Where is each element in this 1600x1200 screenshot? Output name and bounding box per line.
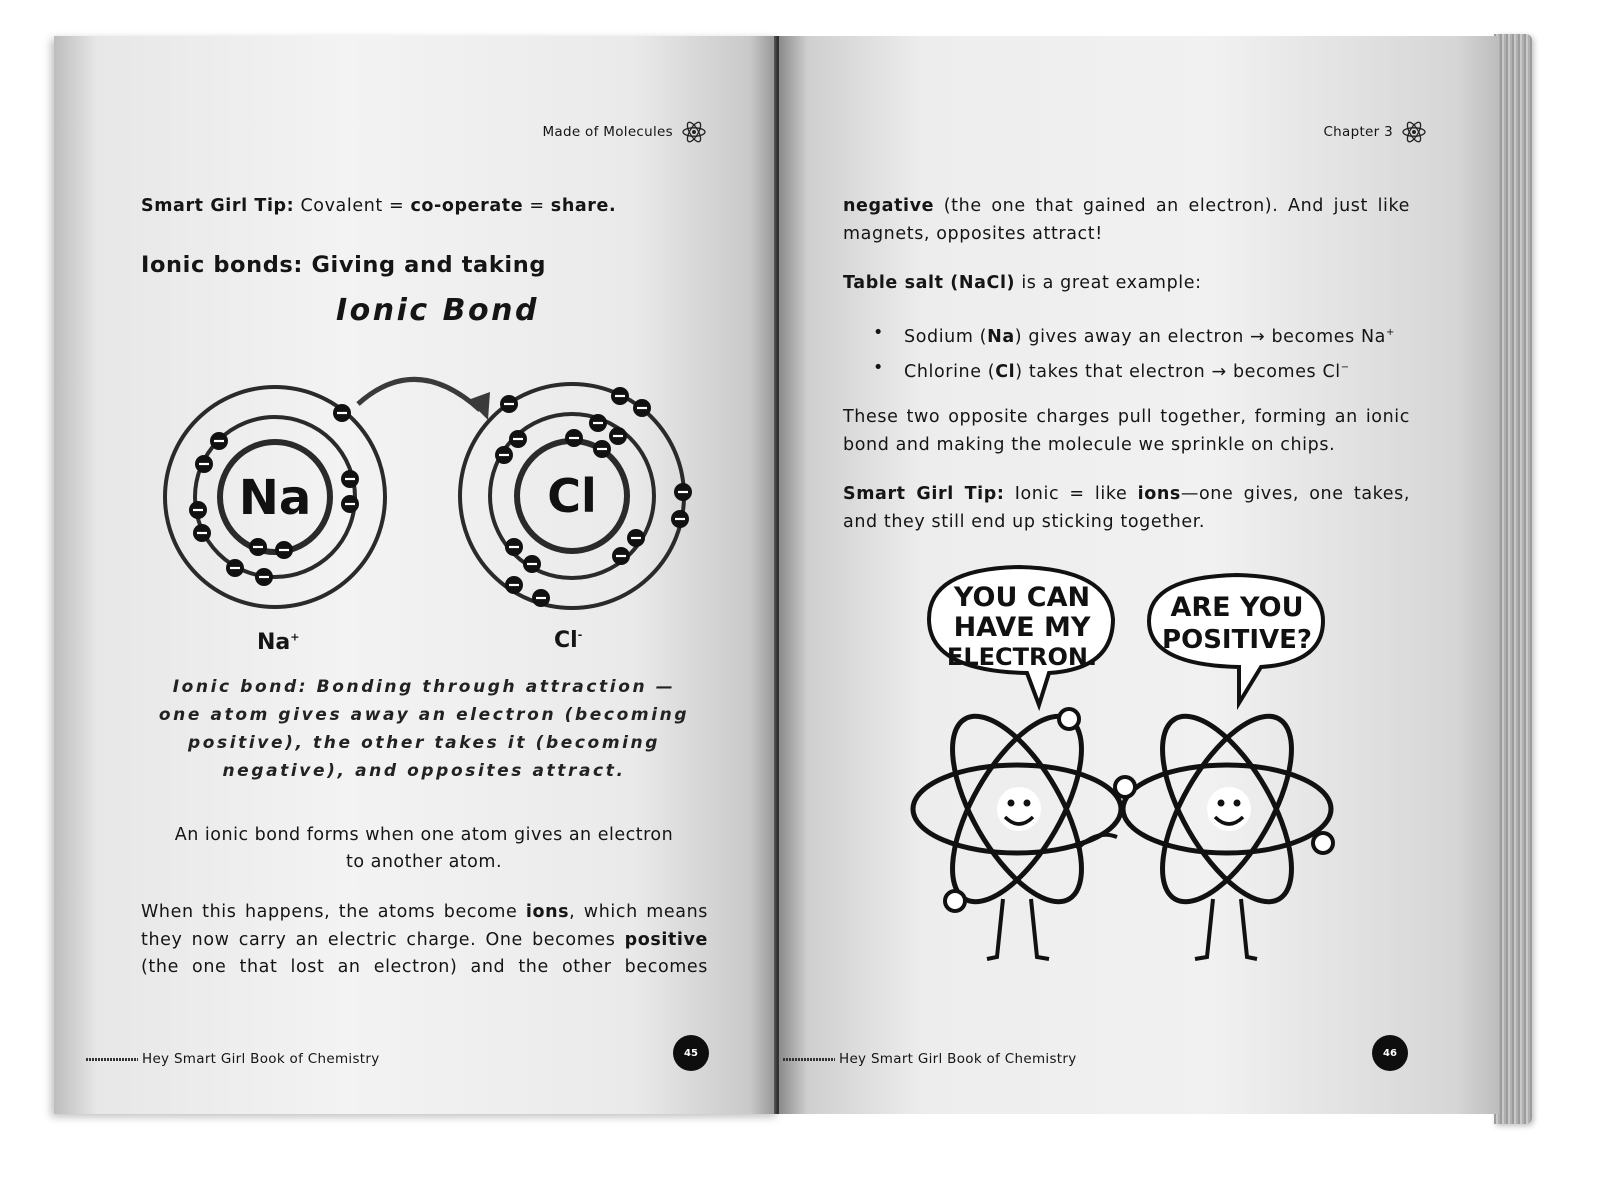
ion-charge: + [290,630,300,644]
continued-paragraph [843,193,1410,248]
bullet-dot: • [873,323,884,343]
bold-term: negative [843,196,935,216]
section-title: Ionic bonds: Giving and taking [141,252,547,278]
text-run: When this happens, the atoms become [141,902,526,922]
bubble-left-line-1: YOU CAN [953,582,1091,613]
bold-term: ions [525,902,570,922]
tip-bold: share. [550,196,617,216]
charge-sup: − [1340,362,1350,373]
bubble-right-line-1: ARE YOU [1170,592,1304,623]
bubble-left-line-3: ELECTRON. [946,643,1098,671]
running-footer [86,1051,380,1067]
bullet-list [873,320,1395,390]
footer-rule [86,1058,138,1061]
text-run: —one gives, one takes, and they still end up sticking together. [843,484,1410,532]
atom-icon [1401,119,1427,145]
running-footer [783,1051,1077,1067]
page-edges [1494,34,1532,1124]
open-book [54,28,1524,1146]
tip-label: Smart Girl Tip: [141,196,295,216]
text-run: ) gives away an electron → becomes Na [1014,326,1386,347]
chlorine-symbol: Cl [547,469,597,523]
atom-character-right [1115,697,1333,959]
diagram-caption: Ionic bond: Bonding through attraction — one atom gives away an electron (becoming positive), the other takes it (becoming negative), and opposites attract. [158,677,690,781]
running-header [1323,119,1427,145]
bold-term: Cl [995,361,1016,382]
smart-girl-tip [141,193,616,221]
ion-symbol: Na [257,630,291,655]
body-paragraph [141,899,708,982]
sodium-ion-label [257,630,299,655]
running-header [542,119,707,145]
chloride-ion-label [554,628,582,653]
text-run: ) takes that electron → becomes Cl [1015,361,1341,382]
bubble-left-line-2: HAVE MY [953,612,1091,643]
bubble-right-line-2: POSITIVE? [1162,625,1312,655]
header-text: Made of Molecules [542,124,673,140]
atom-character-left [913,697,1121,959]
tip-label: Smart Girl Tip: [843,484,1005,504]
right-page [779,36,1499,1114]
bullet-dot: • [873,358,884,378]
text-run: Chlorine ( [904,361,996,382]
ion-charge: - [577,628,583,642]
atoms-cartoon [909,559,1349,969]
footer-rule [783,1058,835,1061]
tip-bold: co-operate [410,196,524,216]
charge-sup: + [1386,327,1395,338]
page-number-badge: 46 [1372,1035,1408,1071]
smart-girl-tip [843,481,1410,536]
atom-icon [681,119,707,145]
transfer-arrow [358,379,490,420]
example-intro [843,270,1202,298]
speech-bubble-left [929,567,1113,705]
body-paragraph: These two opposite charges pull together, forming an ionic bond and making the molecule we sprinkle on chips. [843,407,1410,455]
text-run: is a great example: [1015,273,1202,293]
tip-text: = [523,196,551,216]
text-run: (the one that lost an electron) and the other becomes [141,957,708,977]
text-run: Sodium ( [904,326,988,347]
tip-text: Covalent = [300,196,411,216]
header-text: Chapter 3 [1323,124,1393,140]
sodium-symbol: Na [238,470,312,526]
speech-bubble-right [1149,575,1323,703]
page-number-badge: 45 [673,1035,709,1071]
centered-paragraph: An ionic bond forms when one atom gives an electron to another atom. [174,825,674,872]
bold-term: positive [624,929,708,950]
left-page [54,36,779,1114]
ion-symbol: Cl [554,628,578,653]
list-item [873,355,1395,390]
text-run: Ionic = like [1004,484,1138,504]
list-item [873,320,1395,355]
bold-term: Na [987,326,1015,347]
bold-term: ions [1137,484,1181,504]
text-run: , which means they now carry an electric charge. One becomes [141,902,708,950]
footer-book-title: Hey Smart Girl Book of Chemistry [839,1051,1077,1067]
footer-book-title: Hey Smart Girl Book of Chemistry [142,1051,380,1067]
bold-term: Table salt (NaCl) [843,273,1016,293]
ionic-bond-diagram [154,344,714,634]
diagram-title: Ionic Bond [336,293,539,328]
text-run: (the one that gained an electron). And just like magnets, opposites attract! [843,196,1410,244]
